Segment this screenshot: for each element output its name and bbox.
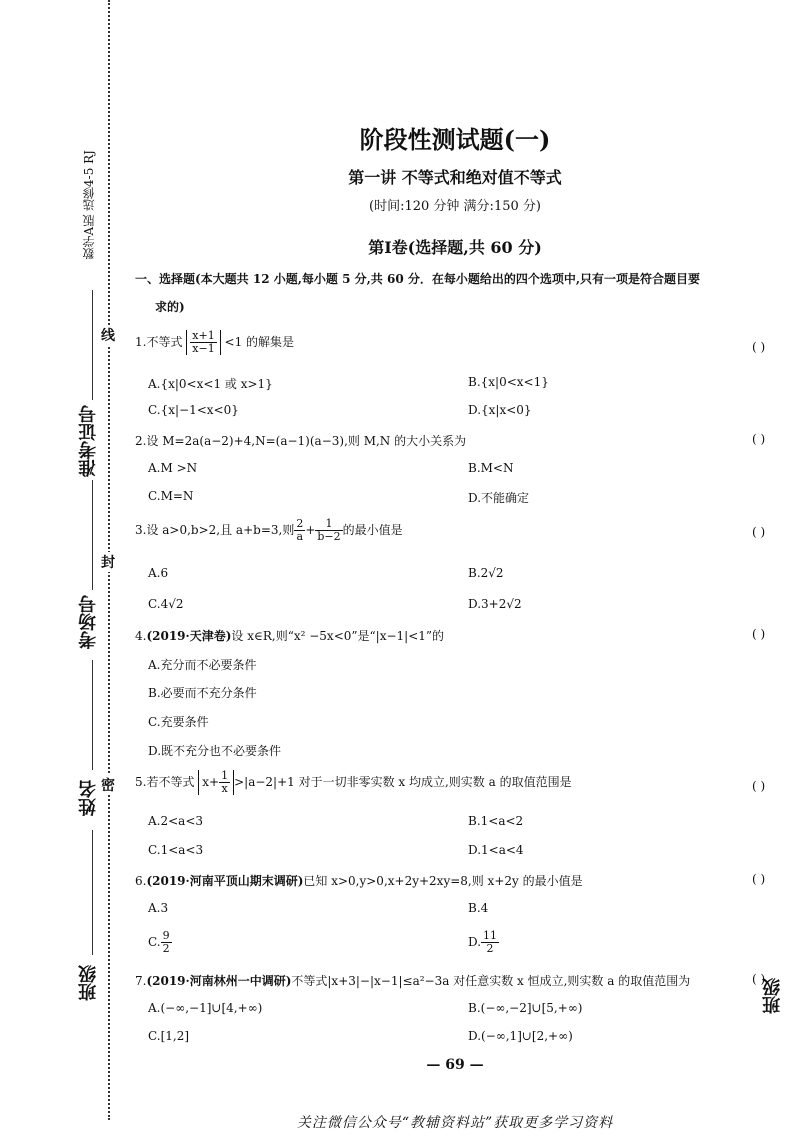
seal-mi-char: 密: [101, 775, 115, 795]
section-instruction: 一、选择题(本大题共 12 小题,每小题 5 分,共 60 分．在每小题给出的四个选项中,只有一项是符合题目要: [135, 272, 701, 286]
edition-label: 数学A版 选修4-5 RJ: [82, 150, 96, 260]
page-number: — 69 —: [426, 1057, 484, 1073]
question-5: 5.若不等式 x+ $\frac{1}{x}$ >|a−2|+1 对于一切非零实数 x 均成立,则实数 a 的取值范围是: [135, 769, 572, 795]
question-6: 6.(2019·河南平顶山期末调研)已知 x>0,y>0,x+2y+2xy=8,则 x+2y 的最小值是: [135, 874, 583, 888]
q2-option-d: D.不能确定: [468, 491, 530, 505]
volume-heading: 第Ⅰ卷(选择题,共 60 分): [368, 238, 542, 257]
lecture-subtitle: 第一讲 不等式和绝对值不等式: [348, 168, 562, 187]
answer-paren: ( ): [752, 340, 766, 354]
q2-option-c: C.M=N: [148, 489, 194, 503]
q4-option-a: A.充分而不必要条件: [148, 658, 257, 672]
fill-line: [92, 290, 93, 400]
q5-option-c: C.1<a<3: [148, 843, 204, 857]
binding-margin: [0, 0, 110, 1139]
answer-paren: ( ): [752, 432, 766, 446]
q6-option-d: D. $\frac{11}{2}$: [468, 929, 498, 955]
abs-value-expr: x+ $\frac{1}{x}$: [198, 770, 234, 795]
page-title: 阶段性测试题(一): [359, 125, 551, 154]
question-3: 3.设 a>0,b>2,且 a+b=3,则 $\frac{2}{a}$ + $\frac{1}{b-2}$ 的最小值是: [135, 517, 403, 543]
name-label: 姓名: [78, 780, 99, 816]
question-1: 1.不等式 $\frac{x+1}{x-1}$ <1 的解集是: [135, 329, 295, 355]
q7-option-c: C.[1,2]: [148, 1029, 190, 1043]
q5-option-b: B.1<a<2: [468, 814, 524, 828]
question-7: 7.(2019·河南林州一中调研)不等式|x+3|−|x−1|≤a²−3a 对任意实数 x 恒成立,则实数 a 的取值范围为: [135, 974, 691, 988]
class-label-right: 班级: [762, 978, 783, 1014]
q6-option-a: A.3: [148, 901, 169, 915]
q7-option-b: B.(−∞,−2]∪[5,+∞): [468, 1001, 583, 1015]
answer-paren: ( ): [752, 525, 766, 539]
fill-line: [92, 480, 93, 590]
q2-option-a: A.M >N: [148, 461, 198, 475]
q7-option-d: D.(−∞,1]∪[2,+∞): [468, 1029, 573, 1043]
question-4: 4.(2019·天津卷)设 x∈R,则“x² −5x<0”是“|x−1|<1”的: [135, 629, 445, 643]
q5-option-a: A.2<a<3: [148, 814, 204, 828]
q6-option-b: B.4: [468, 901, 489, 915]
footer-note: 关注微信公众号“教辅资料站”获取更多学习资料: [296, 1115, 614, 1131]
question-2: 2.设 M=2a(a−2)+4,N=(a−1)(a−3),则 M,N 的大小关系为: [135, 434, 467, 448]
q3-option-d: D.3+2√2: [468, 597, 522, 611]
fill-line: [92, 830, 93, 955]
q1-option-b: B.{x|0<x<1}: [468, 375, 549, 389]
time-info: (时间:120 分钟 满分:150 分): [369, 199, 541, 214]
exam-id-label: 准考证号: [78, 405, 99, 477]
answer-paren: ( ): [752, 779, 766, 793]
q6-option-c: C. $\frac{9}{2}$: [148, 929, 170, 955]
fill-line: [92, 660, 93, 770]
q1-option-d: D.{x|x<0}: [468, 403, 532, 417]
room-label: 考场号: [78, 595, 99, 649]
section-instruction-cont: 求的): [155, 300, 185, 314]
q5-option-d: D.1<a<4: [468, 843, 524, 857]
seal-line-char: 线: [101, 325, 115, 345]
q7-option-a: A.(−∞,−1]∪[4,+∞): [148, 1001, 263, 1015]
q4-option-d: D.既不充分也不必要条件: [148, 744, 282, 758]
q3-option-a: A.6: [148, 566, 169, 580]
answer-paren: ( ): [752, 972, 766, 986]
class-label: 班级: [78, 965, 99, 1001]
q3-option-b: B.2√2: [468, 566, 504, 580]
q1-option-c: C.{x|−1<x<0}: [148, 403, 239, 417]
q4-option-c: C.充要条件: [148, 715, 209, 729]
q1-option-a: A.{x|0<x<1 或 x>1}: [148, 377, 273, 391]
q4-option-b: B.必要而不充分条件: [148, 686, 257, 700]
answer-paren: ( ): [752, 872, 766, 886]
seal-feng-char: 封: [101, 552, 115, 572]
abs-value-expr: $\frac{x+1}{x-1}$: [186, 330, 220, 355]
q3-option-c: C.4√2: [148, 597, 184, 611]
answer-paren: ( ): [752, 627, 766, 641]
q2-option-b: B.M<N: [468, 461, 514, 475]
